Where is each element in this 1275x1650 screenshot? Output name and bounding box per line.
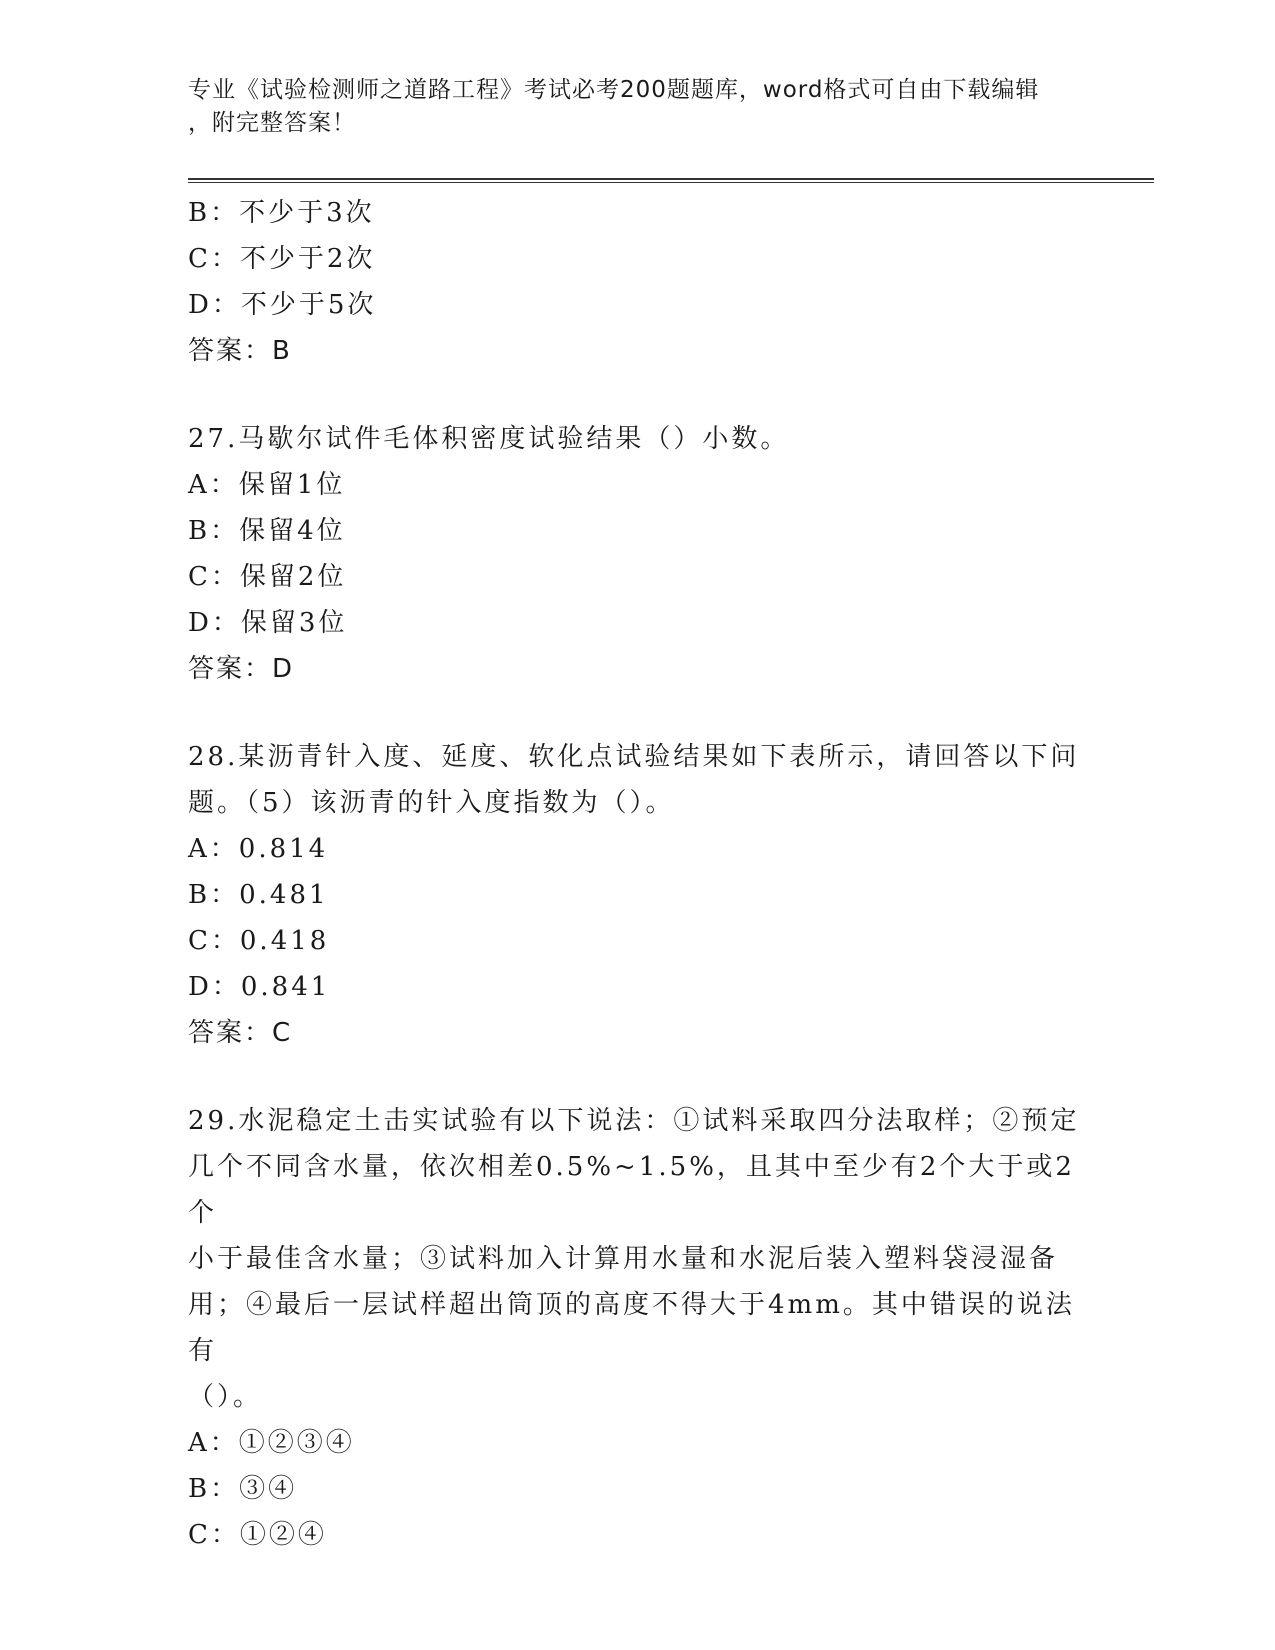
option-c: C：不少于2次	[188, 244, 376, 274]
page-header	[188, 74, 1068, 140]
option-a: A：保留1位	[188, 470, 346, 500]
question-stem-line-3: 小于最佳含水量；③试料加入计算用水量和水泥后装入塑料袋浸湿备	[188, 1244, 1059, 1274]
question-stem	[188, 734, 1088, 826]
option-b: B：③④	[188, 1474, 298, 1504]
option-c: C：0.418	[188, 926, 330, 956]
option-d: D：不少于5次	[188, 290, 377, 320]
header-divider	[188, 178, 1154, 183]
question-stem-line-5: （）。	[188, 1382, 263, 1412]
question-content	[188, 190, 1088, 1558]
option-a: A：①②③④	[188, 1428, 355, 1458]
question-stem-line-1: 29.水泥稳定土击实试验有以下说法：①试料采取四分法取样；②预定	[188, 1106, 1080, 1136]
question-27	[188, 416, 1088, 692]
question-29	[188, 1098, 1088, 1558]
question-stem-line-1: 28.某沥青针入度、延度、软化点试验结果如下表所示，请回答以下问	[188, 742, 1080, 772]
question-26	[188, 190, 1088, 374]
option-d: D：保留3位	[188, 608, 348, 638]
header-title-line-2: ，附完整答案！	[188, 110, 356, 136]
option-a: A：0.814	[188, 834, 329, 864]
option-b: B：不少于3次	[188, 198, 375, 228]
question-stem: 27.马歇尔试件毛体积密度试验结果（）小数。	[188, 424, 790, 454]
option-c: C：保留2位	[188, 562, 347, 592]
question-stem	[188, 1098, 1088, 1420]
answer-line: 答案：D	[188, 654, 295, 684]
header-title-line-1: 专业《试验检测师之道路工程》考试必考200题题库，word格式可自由下载编辑	[188, 77, 1040, 103]
option-d: D：0.841	[188, 972, 331, 1002]
question-28	[188, 734, 1088, 1056]
option-b: B：保留4位	[188, 516, 346, 546]
option-c: C：①②④	[188, 1520, 327, 1550]
answer-line: 答案：B	[188, 336, 292, 366]
answer-line: 答案：C	[188, 1018, 293, 1048]
question-stem-line-2: 题。（5）该沥青的针入度指数为（）。	[188, 788, 675, 818]
option-b: B：0.481	[188, 880, 329, 910]
question-stem-line-2: 几个不同含水量，依次相差0.5%~1.5%，且其中至少有2个大于或2个	[188, 1152, 1075, 1228]
question-stem-line-4: 用；④最后一层试样超出筒顶的高度不得大于4mm。其中错误的说法有	[188, 1290, 1075, 1366]
